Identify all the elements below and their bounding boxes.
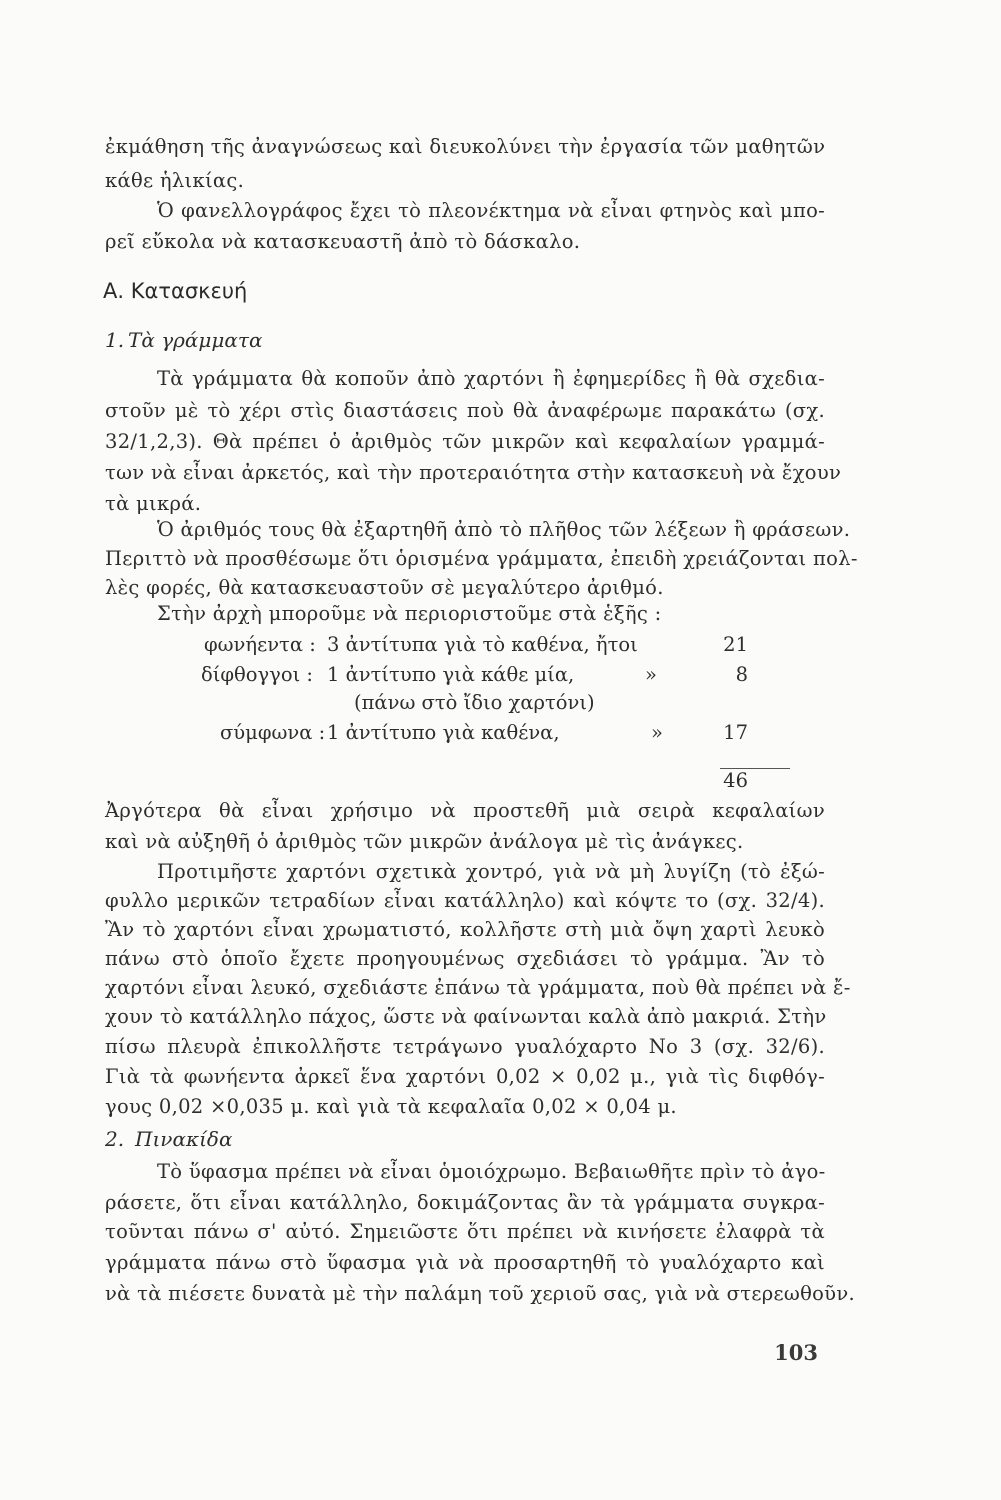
p5-line-4: γράμματα πάνω στὸ ὕφασμα γιὰ νὰ προσαρτηθῆ τὸ γυαλόχαρτο καὶ (105, 1251, 825, 1274)
subsection-1-number: 1. (105, 328, 125, 352)
table-row-3-ditto: » (651, 721, 663, 744)
table-row-2-ditto: » (645, 663, 657, 686)
p4-line-4: πάνω στὸ ὁποῖο ἔχετε προηγουμένως σχεδιάσει τὸ γράμμα. Ἂν τὸ (105, 947, 825, 970)
subsection-1-title: Τὰ γράμματα (128, 328, 263, 352)
table-note: (πάνω στὸ ἴδιο χαρτόνι) (354, 691, 595, 714)
p2-line-2: Περιττὸ νὰ προσθέσωμε ὅτι ὁρισμένα γράμματα, ἐπειδὴ χρειάζονται πολ- (105, 547, 858, 570)
table-row-1-value: 21 (723, 633, 748, 656)
intro-line-2: κάθε ἡλικίας. (105, 169, 245, 192)
table-row-2-value: 8 (735, 663, 748, 686)
p1-line-1: Τὰ γράμματα θὰ κοποῦν ἀπὸ χαρτόνι ἢ ἐφημερίδες ἢ θὰ σχεδια- (157, 367, 825, 390)
p4-line-3: Ἂν τὸ χαρτόνι εἶναι χρωματιστό, κολλῆστε στὴ μιὰ ὄψη χαρτὶ λευκὸ (105, 918, 825, 941)
p4-line-2: φυλλο μερικῶν τετραδίων εἶναι κατάλληλο) καὶ κόψτε το (σχ. 32/4). (105, 889, 825, 912)
p1-line-4: των νὰ εἶναι ἀρκετός, καὶ τὴν προτεραιότητα στὴν κατασκευὴ νὰ ἔχουν (105, 461, 842, 484)
intro-line-1: ἐκμάθηση τῆς ἀναγνώσεως καὶ διευκολύνει τὴν ἐργασία τῶν μαθητῶν (105, 135, 826, 158)
p4-line-1: Προτιμῆστε χαρτόνι σχετικὰ χοντρό, γιὰ νὰ μὴ λυγίζη (τὸ ἐξώ- (157, 860, 825, 883)
intro-line-4: ρεῖ εὔκολα νὰ κατασκευαστῆ ἀπὸ τὸ δάσκαλο. (105, 230, 581, 253)
table-row-3-value: 17 (723, 721, 748, 744)
p3-line-1: Ἀργότερα θὰ εἶναι χρήσιμο νὰ προστεθῆ μιὰ σειρὰ κεφαλαίων (105, 799, 825, 822)
subsection-2-title: Πινακίδα (135, 1127, 233, 1151)
p1-line-3: 32/1,2,3). Θὰ πρέπει ὁ ἀριθμὸς τῶν μικρῶν καὶ κεφαλαίων γραμμά- (105, 430, 825, 453)
p5-line-3: τοῦνται πάνω σ' αὐτό. Σημειῶστε ὅτι πρέπει νὰ κινήσετε ἐλαφρὰ τὰ (105, 1220, 825, 1243)
p2-line-4: Στὴν ἀρχὴ μποροῦμε νὰ περιοριστοῦμε στὰ ἑξῆς : (157, 602, 662, 625)
p4-line-6: χουν τὸ κατάλληλο πάχος, ὥστε νὰ φαίνωνται καλὰ ἀπὸ μακριά. Στὴν (105, 1005, 827, 1028)
intro-line-3: Ὁ φανελλογράφος ἔχει τὸ πλεονέκτημα νὰ εἶναι φτηνὸς καὶ μπο- (157, 199, 825, 222)
table-row-2-desc: 1 ἀντίτυπο γιὰ κάθε μία, (327, 663, 575, 686)
p4-line-7: πίσω πλευρὰ ἐπικολλῆστε τετράγωνο γυαλόχαρτο Νο 3 (σχ. 32/6). (105, 1035, 825, 1058)
p4-line-9: γους 0,02 ×0,035 μ. καὶ γιὰ τὰ κεφαλαῖα 0,02 × 0,04 μ. (105, 1095, 677, 1118)
p2-line-1: Ὁ ἀριθμός τους θὰ ἐξαρτηθῆ ἀπὸ τὸ πλῆθος τῶν λέξεων ἢ φράσεων. (157, 518, 851, 541)
table-row-1-label: φωνήεντα : (204, 633, 316, 656)
p1-line-2: στοῦν μὲ τὸ χέρι στὶς διαστάσεις ποὺ θὰ ἀναφέρωμε παρακάτω (σχ. (105, 399, 825, 422)
page-number: 103 (774, 1340, 818, 1365)
p5-line-2: ράσετε, ὅτι εἶναι κατάλληλο, δοκιμάζοντας ἂν τὰ γράμματα συγκρα- (105, 1191, 825, 1214)
p4-line-5: χαρτόνι εἶναι λευκό, σχεδιάστε ἐπάνω τὰ γράμματα, ποὺ θὰ πρέπει νὰ ἔ- (105, 976, 851, 999)
section-heading: Α. Κατασκευή (103, 279, 248, 303)
p4-line-8: Γιὰ τὰ φωνήεντα ἀρκεῖ ἕνα χαρτόνι 0,02 × 0,02 μ., γιὰ τὶς διφθόγ- (105, 1065, 825, 1088)
table-total: 46 (723, 769, 748, 792)
table-row-2-label: δίφθογγοι : (201, 663, 313, 686)
p3-line-2: καὶ νὰ αὐξηθῆ ὁ ἀριθμὸς τῶν μικρῶν ἀνάλογα μὲ τὶς ἀνάγκες. (105, 830, 744, 853)
subsection-2-number: 2. (105, 1127, 125, 1151)
p5-line-1: Τὸ ὕφασμα πρέπει νὰ εἶναι ὁμοιόχρωμο. Βεβαιωθῆτε πρὶν τὸ ἀγο- (157, 1160, 826, 1183)
table-row-3-label: σύμφωνα : (220, 721, 326, 744)
p2-line-3: λὲς φορές, θὰ κατασκευαστοῦν σὲ μεγαλύτερο ἀριθμό. (105, 576, 664, 599)
p1-line-5: τὰ μικρά. (105, 492, 202, 515)
table-row-1-desc: 3 ἀντίτυπα γιὰ τὸ καθένα, ἤτοι (327, 633, 638, 656)
p5-line-5: νὰ τὰ πιέσετε δυνατὰ μὲ τὴν παλάμη τοῦ χεριοῦ σας, γιὰ νὰ στερεωθοῦν. (105, 1282, 855, 1305)
table-row-3-desc: 1 ἀντίτυπο γιὰ καθένα, (327, 721, 560, 744)
